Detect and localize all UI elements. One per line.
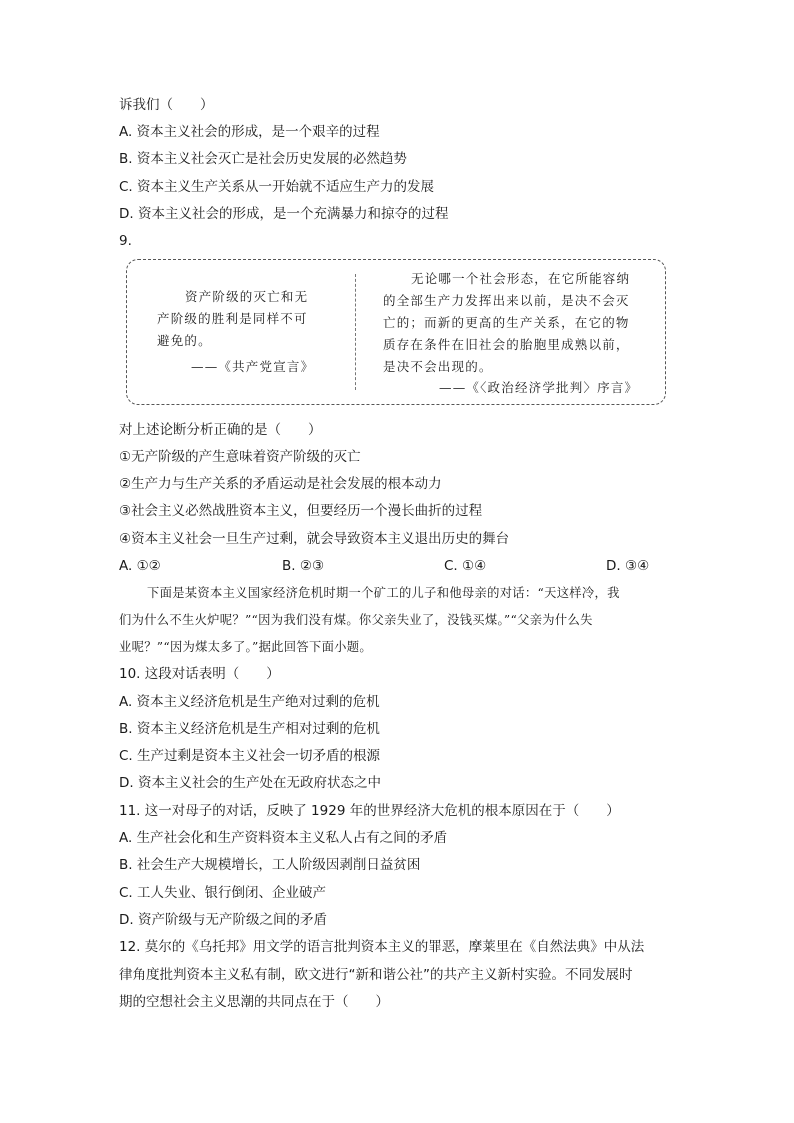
q11-stem: 11. 这一对母子的对话，反映了 1929 年的世界经济大危机的根本原因在于（ ） xyxy=(119,803,620,819)
right-quote-line-3: 亡的；而新的更高的生产关系，在它的物 xyxy=(383,315,630,330)
q10-option-c: C. 生产过剩是资本主义社会一切矛盾的根源 xyxy=(119,748,381,764)
quote-divider xyxy=(355,274,356,390)
right-quote-line-1: 无论哪一个社会形态，在它所能容纳 xyxy=(411,271,631,286)
q8-option-d: D. 资本主义社会的形成，是一个充满暴力和掠夺的过程 xyxy=(119,206,449,222)
q9-option-a: A. ①② xyxy=(119,558,161,574)
q8-option-c: C. 资本主义生产关系从一开始就不适应生产力的发展 xyxy=(119,179,435,195)
right-quote-line-5: 是决不会出现的。 xyxy=(383,359,493,374)
passage-line-1: 下面是某资本主义国家经济危机时期一个矿工的儿子和他母亲的对话：“天这样冷，我 xyxy=(147,586,620,600)
q9-item-4: ④资本主义社会一旦生产过剩，就会导致资本主义退出历史的舞台 xyxy=(119,531,510,547)
q8-option-b: B. 资本主义社会灭亡是社会历史发展的必然趋势 xyxy=(119,151,407,167)
q9-quote-box xyxy=(126,259,666,405)
right-quote-source: ——《〈政治经济学批判〉序言》 xyxy=(439,380,639,395)
q9-option-c: C. ①④ xyxy=(444,558,487,574)
left-quote-line-3: 避免的。 xyxy=(157,333,212,348)
left-quote-line-1: 资产阶级的灭亡和无 xyxy=(185,289,309,304)
q9-option-d: D. ③④ xyxy=(606,558,650,574)
q9-option-b: B. ②③ xyxy=(282,558,325,574)
q11-option-d: D. 资产阶级与无产阶级之间的矛盾 xyxy=(119,912,327,928)
q11-option-b: B. 社会生产大规模增长，工人阶级因剥削日益贫困 xyxy=(119,857,421,873)
q10-option-a: A. 资本主义经济危机是生产绝对过剩的危机 xyxy=(119,694,380,710)
q10-option-b: B. 资本主义经济危机是生产相对过剩的危机 xyxy=(119,721,380,737)
q9-stem: 对上述论断分析正确的是（ ） xyxy=(119,422,322,438)
q10-option-d: D. 资本主义社会的生产处在无政府状态之中 xyxy=(119,775,381,791)
q12-stem-line-3: 期的空想社会主义思潮的共同点在于（ ） xyxy=(119,994,389,1010)
q9-number: 9. xyxy=(119,233,132,249)
q8-stem-tail: 诉我们（ ） xyxy=(119,97,214,113)
q9-item-3: ③社会主义必然战胜资本主义，但要经历一个漫长曲折的过程 xyxy=(119,503,483,519)
q11-option-a: A. 生产社会化和生产资料资本主义私人占有之间的矛盾 xyxy=(119,830,448,846)
right-quote-line-4: 质存在条件在旧社会的胎胞里成熟以前， xyxy=(383,337,630,352)
left-quote-source: ——《共产党宣言》 xyxy=(191,359,315,374)
q9-item-2: ②生产力与生产关系的矛盾运动是社会发展的根本动力 xyxy=(119,476,442,492)
q8-option-a: A. 资本主义社会的形成，是一个艰辛的过程 xyxy=(119,124,380,140)
passage-line-3: 业呢？”“因为煤太多了。”据此回答下面小题。 xyxy=(119,640,372,654)
passage-line-2: 们为什么不生火炉呢？”“因为我们没有煤。你父亲失业了，没钱买煤。”“父亲为什么失 xyxy=(119,613,593,627)
q12-stem-line-1: 12. 莫尔的《乌托邦》用文学的语言批判资本主义的罪恶，摩莱里在《自然法典》中从法 xyxy=(119,939,645,955)
q9-item-1: ①无产阶级的产生意味着资产阶级的灭亡 xyxy=(119,449,361,465)
q10-stem: 10. 这段对话表明（ ） xyxy=(119,666,280,682)
left-quote-line-2: 产阶级的胜利是同样不可 xyxy=(157,311,308,326)
q11-option-c: C. 工人失业、银行倒闭、企业破产 xyxy=(119,885,327,901)
right-quote-line-2: 的全部生产力发挥出来以前，是决不会灭 xyxy=(383,293,630,308)
q12-stem-line-2: 律角度批判资本主义私有制，欧文进行“新和谐公社”的共产主义新村实验。不同发展时 xyxy=(119,967,633,983)
